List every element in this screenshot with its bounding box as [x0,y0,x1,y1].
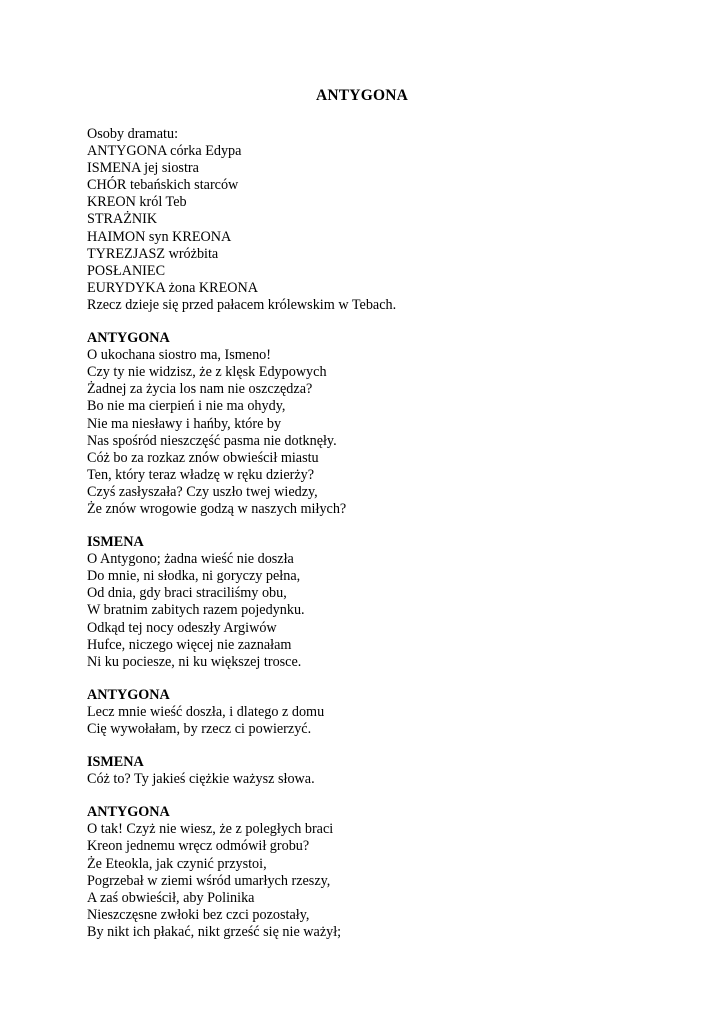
verse-line: Odkąd tej nocy odeszły Argiwów [87,619,277,636]
verse-line: Że znów wrogowie godzą w naszych miłych? [87,500,347,517]
cast-item: ANTYGONA córka Edypa [87,143,242,160]
verse-line: Ni ku pociesze, ni ku większej trosce. [87,653,302,670]
verse-line: A zaś obwieścił, aby Polinika [87,889,255,906]
cast-item: CHÓR tebańskich starców [87,177,239,194]
verse-line: Cóż to? Ty jakieś ciężkie ważysz słowa. [87,771,315,788]
verse-line: Hufce, niczego więcej nie zaznałam [87,636,292,653]
cast-item: EURYDYKA żona KREONA [87,279,259,296]
speaker-name: ISMENA [87,754,144,771]
cast-item: POSŁANIEC [87,262,166,279]
verse-line: Lecz mnie wieść doszła, i dlatego z domu [87,703,325,720]
verse-line: Od dnia, gdy braci straciliśmy obu, [87,585,287,602]
verse-line: Cię wywołałam, by rzecz ci powierzyć. [87,721,312,737]
speech-block [87,754,667,788]
speaker-name: ANTYGONA [87,330,170,347]
speech-block [87,534,667,671]
verse-line: Ten, który teraz władzę w ręku dzierży? [87,466,315,483]
setting-line: Rzecz dzieje się przed pałacem królewskim w Tebach. [87,296,397,313]
cast-item: KREON król Teb [87,194,187,211]
cast-item: HAIMON syn KREONA [87,228,232,245]
cast-list [87,126,667,314]
verse-line: O Antygono; żadna wieść nie doszła [87,551,294,568]
verse-line: Cóż bo za rozkaz znów obwieścił miastu [87,449,319,466]
speaker-name: ANTYGONA [87,686,170,703]
page-title: ANTYGONA [315,87,409,104]
verse-line: Czyś zasłyszała? Czy uszło twej wiedzy, [87,483,318,500]
speech-block [87,804,667,941]
verse-line: Bo nie ma cierpień i nie ma ohydy, [87,398,286,415]
verse-line: Czy ty nie widzisz, że z klęsk Edypowych [87,364,327,381]
speech-block [87,687,667,738]
verse-line: O ukochana siostro ma, Ismeno! [87,347,272,364]
cast-item: TYREZJASZ wróżbita [87,245,219,262]
cast-item: STRAŻNIK [87,211,158,228]
verse-line: Nie ma niesławy i hańby, które by [87,415,282,432]
verse-line: W bratnim zabitych razem pojedynku. [87,602,305,619]
cast-item: ISMENA jej siostra [87,160,199,177]
verse-line: Kreon jednemu wręcz odmówił grobu? [87,838,310,855]
verse-line: Żadnej za życia los nam nie oszczędza? [87,381,313,398]
verse-line: Nieszczęsne zwłoki bez czci pozostały, [87,906,310,923]
verse-line: O tak! Czyż nie wiesz, że z poległych braci [87,821,334,838]
verse-line: Do mnie, ni słodka, ni goryczy pełna, [87,568,301,585]
cast-heading: Osoby dramatu: [87,126,179,142]
speaker-name: ISMENA [87,534,144,551]
verse-line: Pogrzebał w ziemi wśród umarłych rzeszy, [87,872,331,889]
verse-line: Nas spośród nieszczęść pasma nie dotknęły. [87,432,337,449]
speaker-name: ANTYGONA [87,804,170,821]
speech-block [87,330,667,518]
document-body [87,126,667,941]
verse-line: Że Eteokla, jak czynić przystoi, [87,855,267,872]
verse-line: By nikt ich płakać, nikt grześć się nie ważył; [87,923,342,940]
